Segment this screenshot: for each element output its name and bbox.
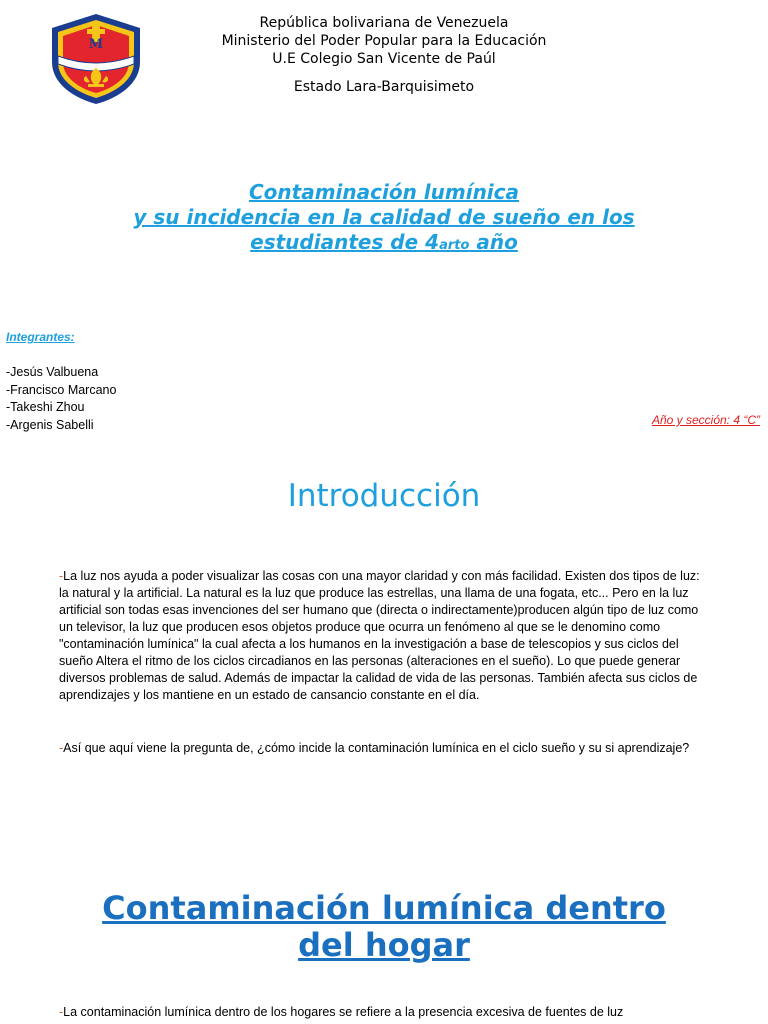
paragraph-dash: - (59, 741, 64, 755)
shield-emblem-icon (46, 12, 146, 104)
title-line-1: Contaminación lumínica (248, 180, 520, 204)
intro-paragraph-1 (59, 568, 711, 704)
paragraph-dash: - (59, 569, 64, 583)
header-state: Estado Lara-Barquisimeto (293, 79, 475, 95)
school-logo (46, 12, 146, 104)
intro-heading: Introducción (287, 478, 481, 514)
section-heading-home (44, 890, 724, 964)
members-list (6, 364, 116, 434)
member-item: -Takeshi Zhou (6, 400, 85, 414)
title-line-3-sub: arto (439, 238, 470, 253)
year-section-label: Año y sección: 4 “C” (651, 413, 760, 427)
member-item: -Argenis Sabelli (6, 417, 94, 432)
member-item: -Jesús Valbuena (6, 365, 99, 379)
paragraph-dash: - (59, 1005, 64, 1019)
title-line-3-suffix: año (469, 230, 518, 254)
intro-paragraph-2 (59, 740, 711, 757)
integrantes-label: Integrantes: (6, 330, 75, 344)
header-school: U.E Colegio San Vicente de Paúl (272, 51, 496, 67)
section-heading-line-2: del hogar (298, 926, 470, 964)
section-heading-line-1: Contaminación lumínica dentro (102, 889, 666, 927)
paragraph-text: Así que aquí viene la pregunta de, ¿cómo incide la contaminación lumínica en el ciclo sueño y su si aprendizaje? (63, 741, 690, 755)
title-line-3-prefix: estudiantes de 4 (250, 230, 440, 254)
paragraph-text: La contaminación lumínica dentro de los hogares se refiere a la presencia excesiva de fuentes de luz (63, 1005, 624, 1019)
title-line-3 (84, 230, 684, 258)
header-country: República bolivariana de Venezuela (259, 15, 509, 31)
paragraph-text: La luz nos ayuda a poder visualizar las cosas con una mayor claridad y con más facilidad. Existen dos tipos de luz: la natural y la artificial. La natural es la luz que produce las estrellas, una llama de una fogata, etc... Pero en la luz artificial son todas esas invenciones del ser humano que (directa o indirectamente)producen algún tipo de luz como un televisor, la luz que producen esos objetos produce que ocurra un fenómeno al que se le denomino como "contaminación lumínica" la cual afecta a los humanos en la investigación a base de telescopios y sus ciclos del sueño Altera el ritmo de los ciclos circadianos en las personas (alteraciones en el sueño). Lo que puede generar diversos problemas de salud. Además de impactar la calidad de vida de las personas. También afecta sus ciclos de aprendizajes y los mantiene en un estado de cansancio constante en el día. (59, 569, 700, 702)
home-paragraph (59, 1004, 711, 1021)
document-title (84, 180, 684, 258)
header-ministry: Ministerio del Poder Popular para la Educación (221, 33, 547, 49)
svg-text:M: M (88, 37, 104, 52)
member-item: -Francisco Marcano (6, 382, 117, 397)
institution-header (200, 14, 568, 96)
title-line-2: y su incidencia en la calidad de sueño en los (133, 205, 635, 229)
